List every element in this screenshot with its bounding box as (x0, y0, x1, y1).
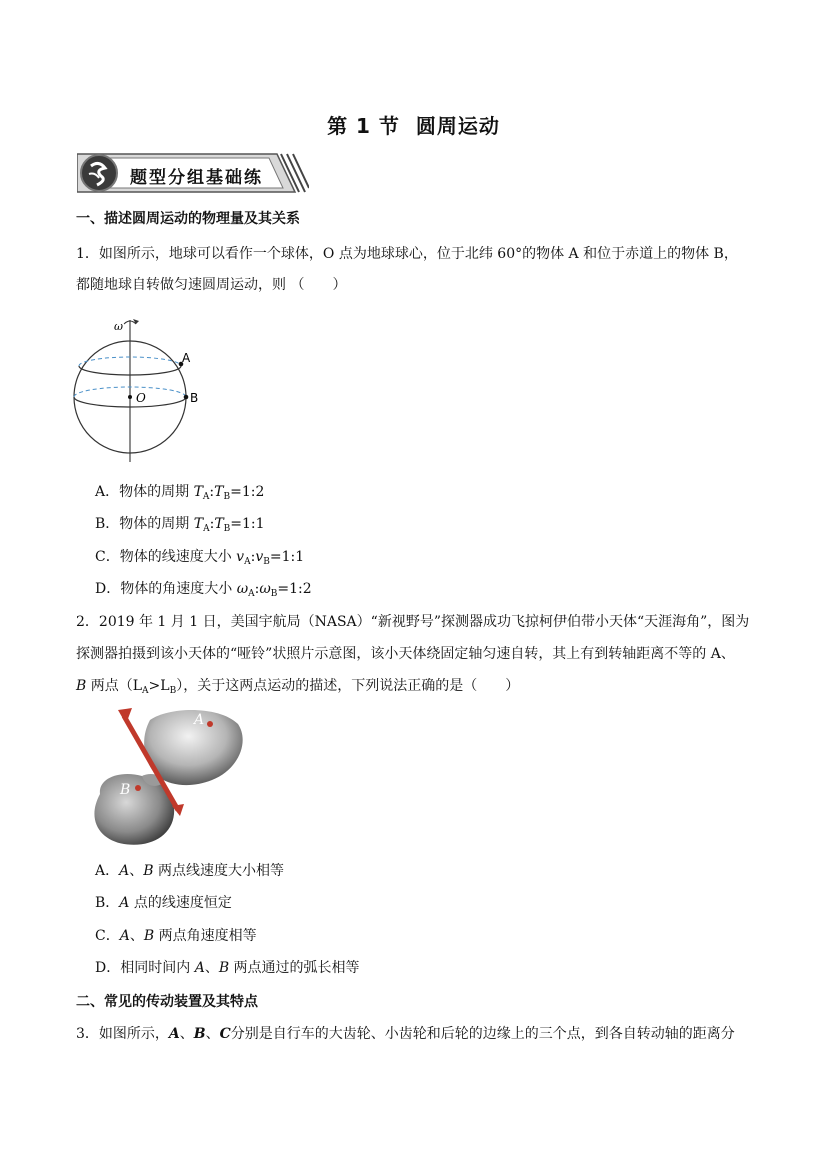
omega-label: ω (114, 320, 123, 333)
q2-option-a[interactable]: A．A、B 两点线速度大小相等 (95, 863, 284, 879)
page-title (0, 110, 827, 139)
q2-stem-line-3: B 两点$(L_A>L_B)$，关于这两点运动的描述，下列说法正确的是（ ） (76, 678, 520, 696)
q1-stem-line-2: 都随地球自转做匀速圆周运动，则 （ ） (76, 277, 347, 293)
q1-earth-figure (70, 310, 200, 470)
q1-option-b[interactable]: B．物体的周期 $T_A:T_B=1:1$ (95, 516, 265, 534)
section-heading-1: 一、描述圆周运动的物理量及其关系 (76, 211, 300, 227)
q1-stem-line-1: 1．如图所示，地球可以看作一个球体，O 点为地球球心，位于北纬 60°的物体 A 和位于赤道上的物体 B， (76, 246, 738, 262)
point-b (135, 785, 141, 791)
q3-stem-line-1: 3．如图所示，A、B、C分别是自行车的大齿轮、小齿轮和后轮的边缘上的三个点，到各自转动轴的距离分 (76, 1026, 735, 1042)
banner-text: 题型分组基础练 (130, 168, 263, 188)
q2-option-b[interactable]: B．A 点的线速度恒定 (95, 895, 232, 911)
q2-stem-line-2: 探测器拍摄到该小天体的“哑铃”状照片示意图，该小天体绕固定轴匀速自转，其上有到转轴距离不等的 A、 (76, 646, 735, 662)
title-section-number: 第 1 节 (327, 114, 400, 138)
point-o (128, 395, 132, 399)
q1-option-d[interactable]: D．物体的角速度大小 $\omega_A:\omega_B=1:2$ (95, 581, 312, 599)
point-b (184, 395, 189, 400)
q1-option-c[interactable]: C．物体的线速度大小 $v_A:v_B=1:1$ (95, 549, 305, 567)
q1-option-a[interactable]: A．物体的周期 $T_A:T_B=1:2$ (95, 484, 265, 502)
label-o: O (136, 391, 146, 405)
label-a: A (194, 712, 205, 728)
label-b: B (120, 782, 131, 798)
q2-stem-line-1: 2．2019 年 1 月 1 日，美国宇航局（NASA）“新视野号”探测器成功飞掠柯伊伯带小天体“天涯海角”，图为 (76, 614, 750, 630)
title-topic: 圆周运动 (415, 114, 500, 138)
label-b: B (190, 391, 199, 405)
q2-asteroid-figure (80, 702, 250, 852)
section-heading-2: 二、常见的传动装置及其特点 (76, 994, 258, 1010)
q2-option-d[interactable]: D．相同时间内 A、B 两点通过的弧长相等 (95, 960, 360, 976)
label-a: A (182, 351, 191, 365)
q2-option-c[interactable]: C．A、B 两点角速度相等 (95, 928, 257, 944)
point-a (207, 721, 213, 727)
